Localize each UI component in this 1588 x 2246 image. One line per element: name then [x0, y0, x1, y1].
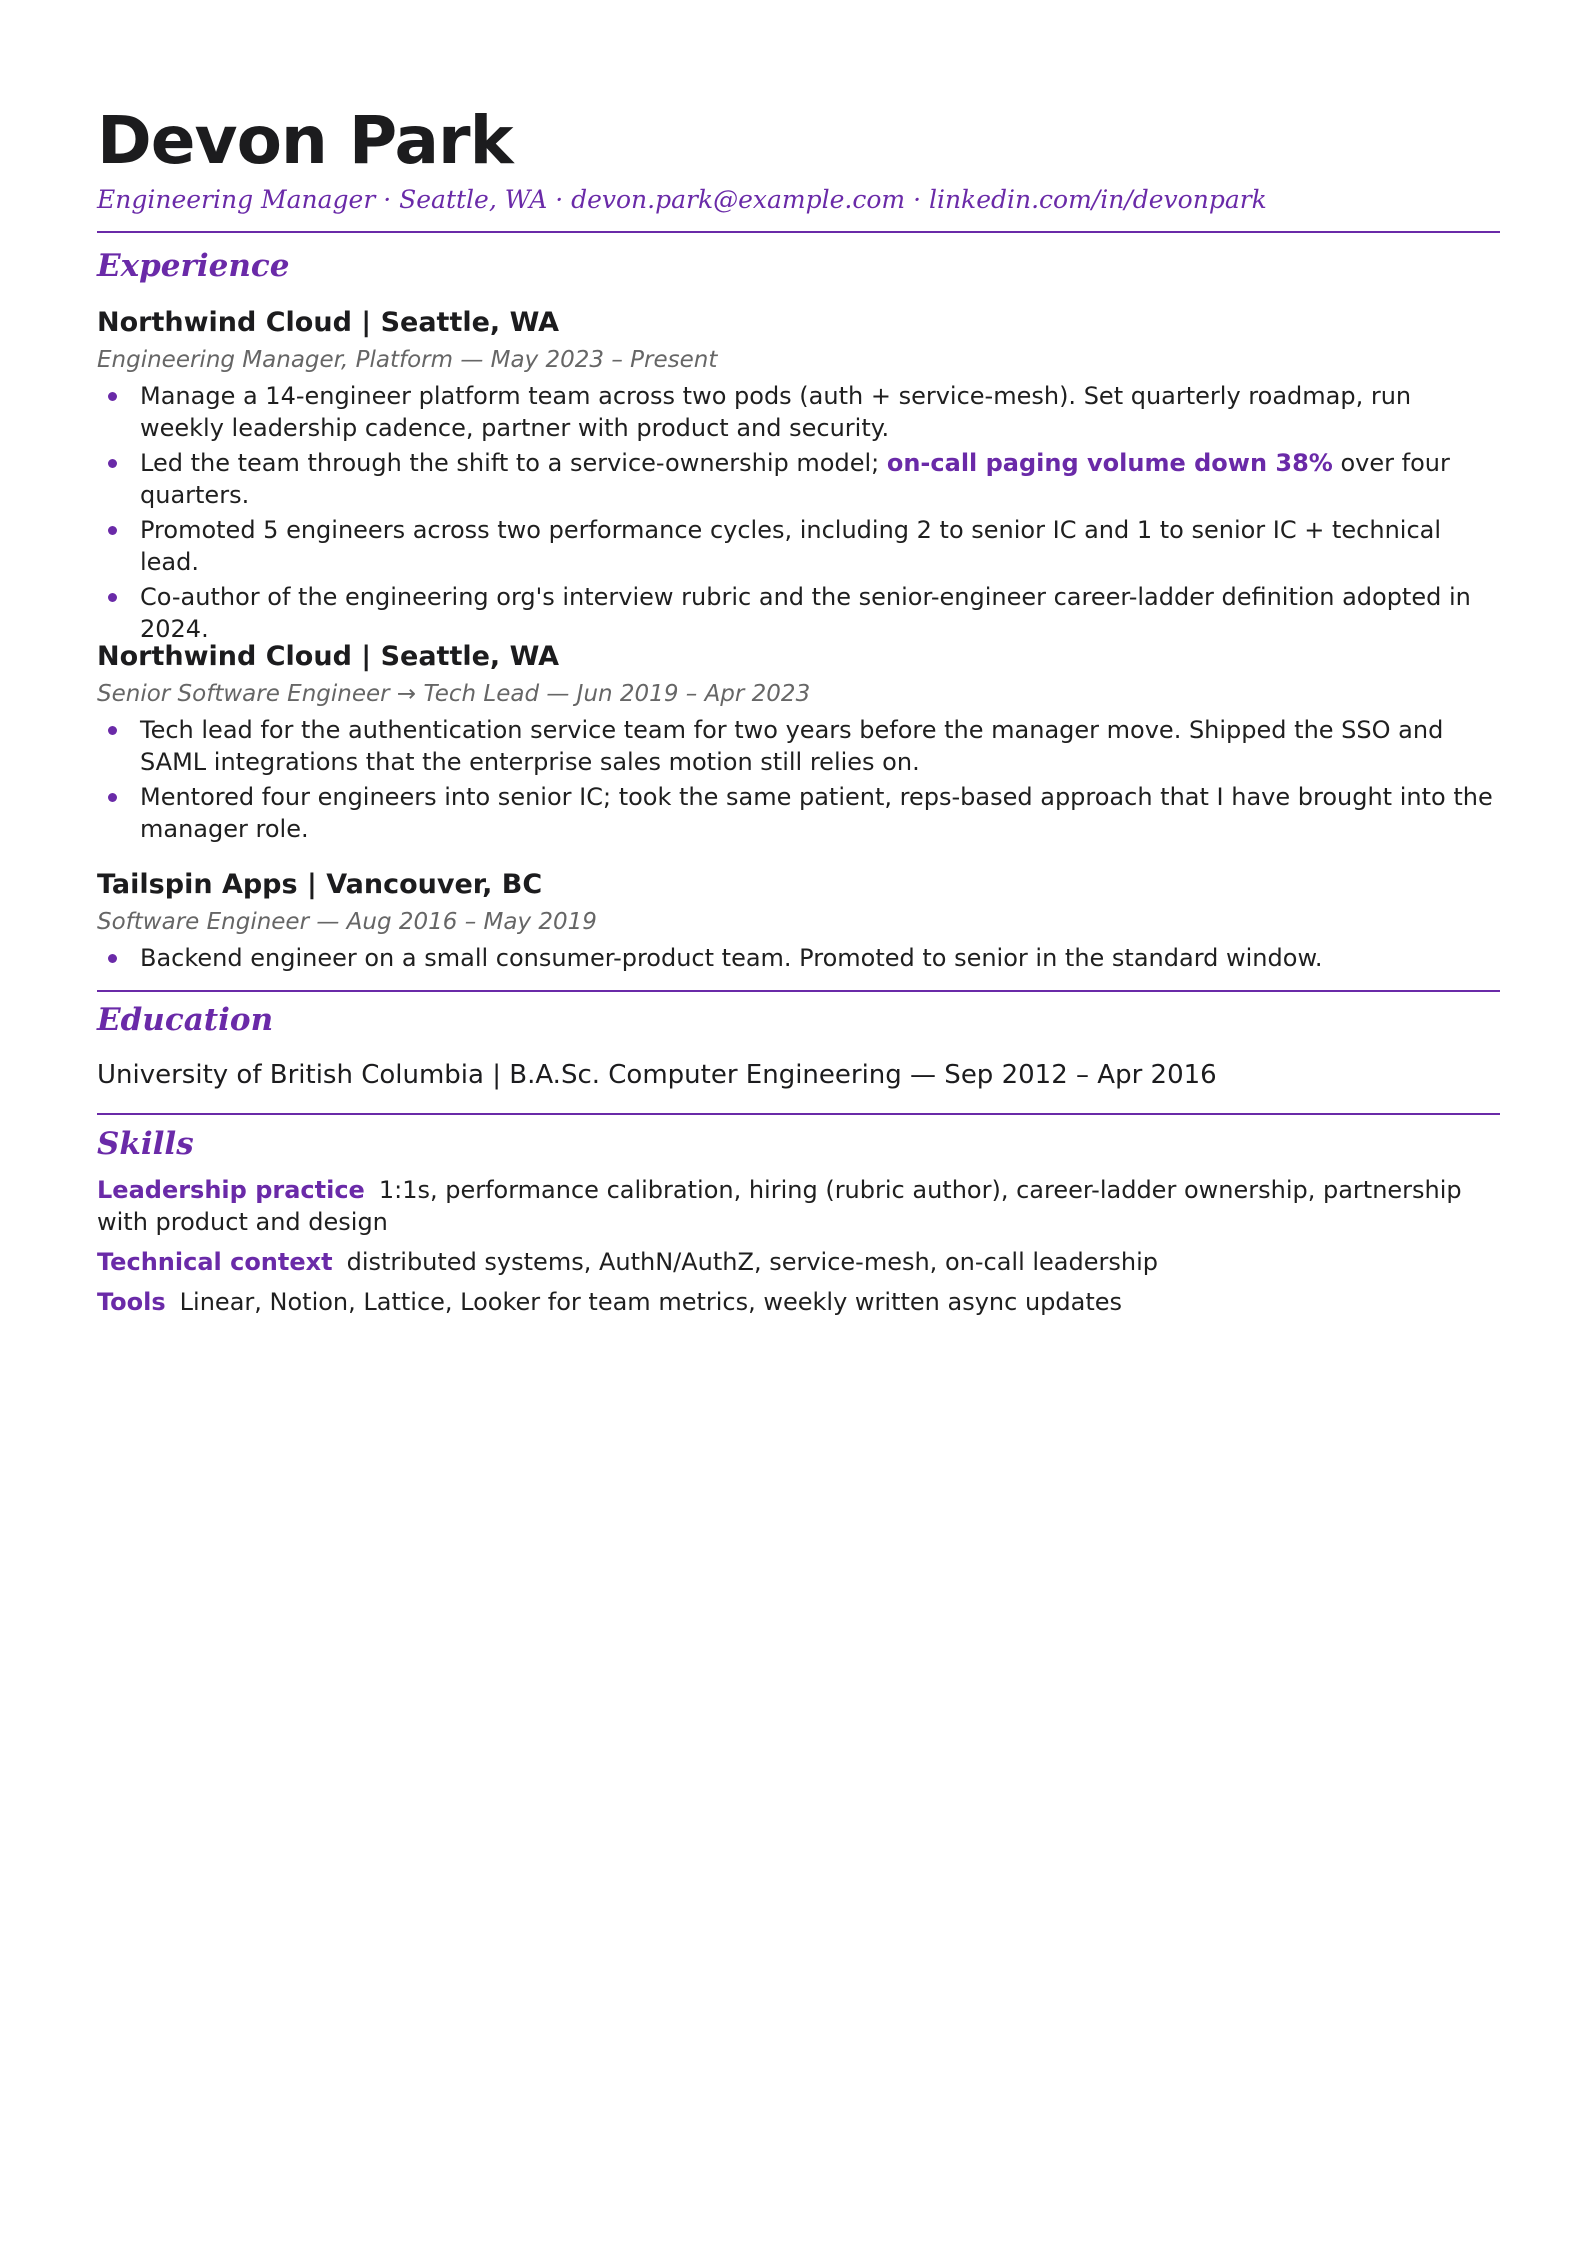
skill-value: 1:1s, performance calibration, hiring (rubric author), career-ladder ownership, partnership with product and design — [97, 1176, 1462, 1236]
education-entry: University of British Columbia | B.A.Sc. Computer Engineering — Sep 2012 – Apr 2016 — [97, 1060, 1217, 1090]
education-section-title: Education — [97, 1002, 274, 1038]
skill-label: Leadership practice — [97, 1176, 365, 1204]
contact-line: Engineering Manager · Seattle, WA · devon.park@example.com · linkedin.com/in/devonpark — [97, 185, 1267, 214]
job-bullet: Promoted 5 engineers across two performance cycles, including 2 to senior IC and 1 to senior IC + technical lead. — [97, 514, 1500, 578]
job-bullet: Tech lead for the authentication service team for two years before the manager move. Shipped the SSO and SAML integrations that the enterprise sales motion still relies on. — [97, 714, 1500, 778]
bullet-dot-icon — [108, 593, 117, 602]
experience-section-title: Experience — [97, 248, 290, 284]
job-bullet: Co-author of the engineering org's interview rubric and the senior-engineer career-ladder definition adopted in 2024. — [97, 581, 1500, 645]
job-bullet-list — [97, 380, 1500, 648]
bullet-dot-icon — [108, 392, 117, 401]
job-subtitle: Senior Software Engineer → Tech Lead — Jun 2019 – Apr 2023 — [97, 681, 811, 707]
candidate-name: Devon Park — [97, 102, 513, 179]
skill-row — [97, 1286, 1500, 1318]
job-bullet: Manage a 14-engineer platform team across two pods (auth + service-mesh). Set quarterly roadmap, run weekly leadership cadence, partner with product and security. — [97, 380, 1500, 444]
job-heading: Tailspin Apps | Vancouver, BC — [97, 869, 543, 900]
job-bullet: Mentored four engineers into senior IC; took the same patient, reps-based approach that I have brought into the manager role. — [97, 781, 1500, 845]
header-divider — [97, 231, 1500, 233]
highlight-metric: on-call paging volume down 38% — [886, 449, 1333, 477]
skill-value: distributed systems, AuthN/AuthZ, service-mesh, on-call leadership — [346, 1248, 1158, 1276]
skill-value: Linear, Notion, Lattice, Looker for team metrics, weekly written async updates — [179, 1288, 1123, 1316]
section-divider — [97, 990, 1500, 992]
job-bullet: Backend engineer on a small consumer-product team. Promoted to senior in the standard window. — [97, 942, 1500, 974]
job-bullet-list — [97, 714, 1500, 848]
bullet-dot-icon — [108, 459, 117, 468]
skill-label: Tools — [97, 1288, 166, 1316]
skill-row — [97, 1246, 1500, 1278]
bullet-dot-icon — [108, 726, 117, 735]
skill-label: Technical context — [97, 1248, 333, 1276]
job-heading: Northwind Cloud | Seattle, WA — [97, 641, 560, 672]
bullet-dot-icon — [108, 954, 117, 963]
skills-section-title: Skills — [97, 1126, 194, 1162]
section-divider — [97, 1113, 1500, 1115]
job-heading: Northwind Cloud | Seattle, WA — [97, 307, 560, 338]
bullet-dot-icon — [108, 526, 117, 535]
job-subtitle: Software Engineer — Aug 2016 – May 2019 — [97, 909, 597, 935]
job-subtitle: Engineering Manager, Platform — May 2023 – Present — [97, 347, 718, 373]
bullet-dot-icon — [108, 793, 117, 802]
job-bullet-list — [97, 942, 1500, 977]
skill-row — [97, 1174, 1500, 1238]
job-bullet: Led the team through the shift to a service-ownership model; on-call paging volume down 38% over four quarters. — [97, 447, 1500, 511]
